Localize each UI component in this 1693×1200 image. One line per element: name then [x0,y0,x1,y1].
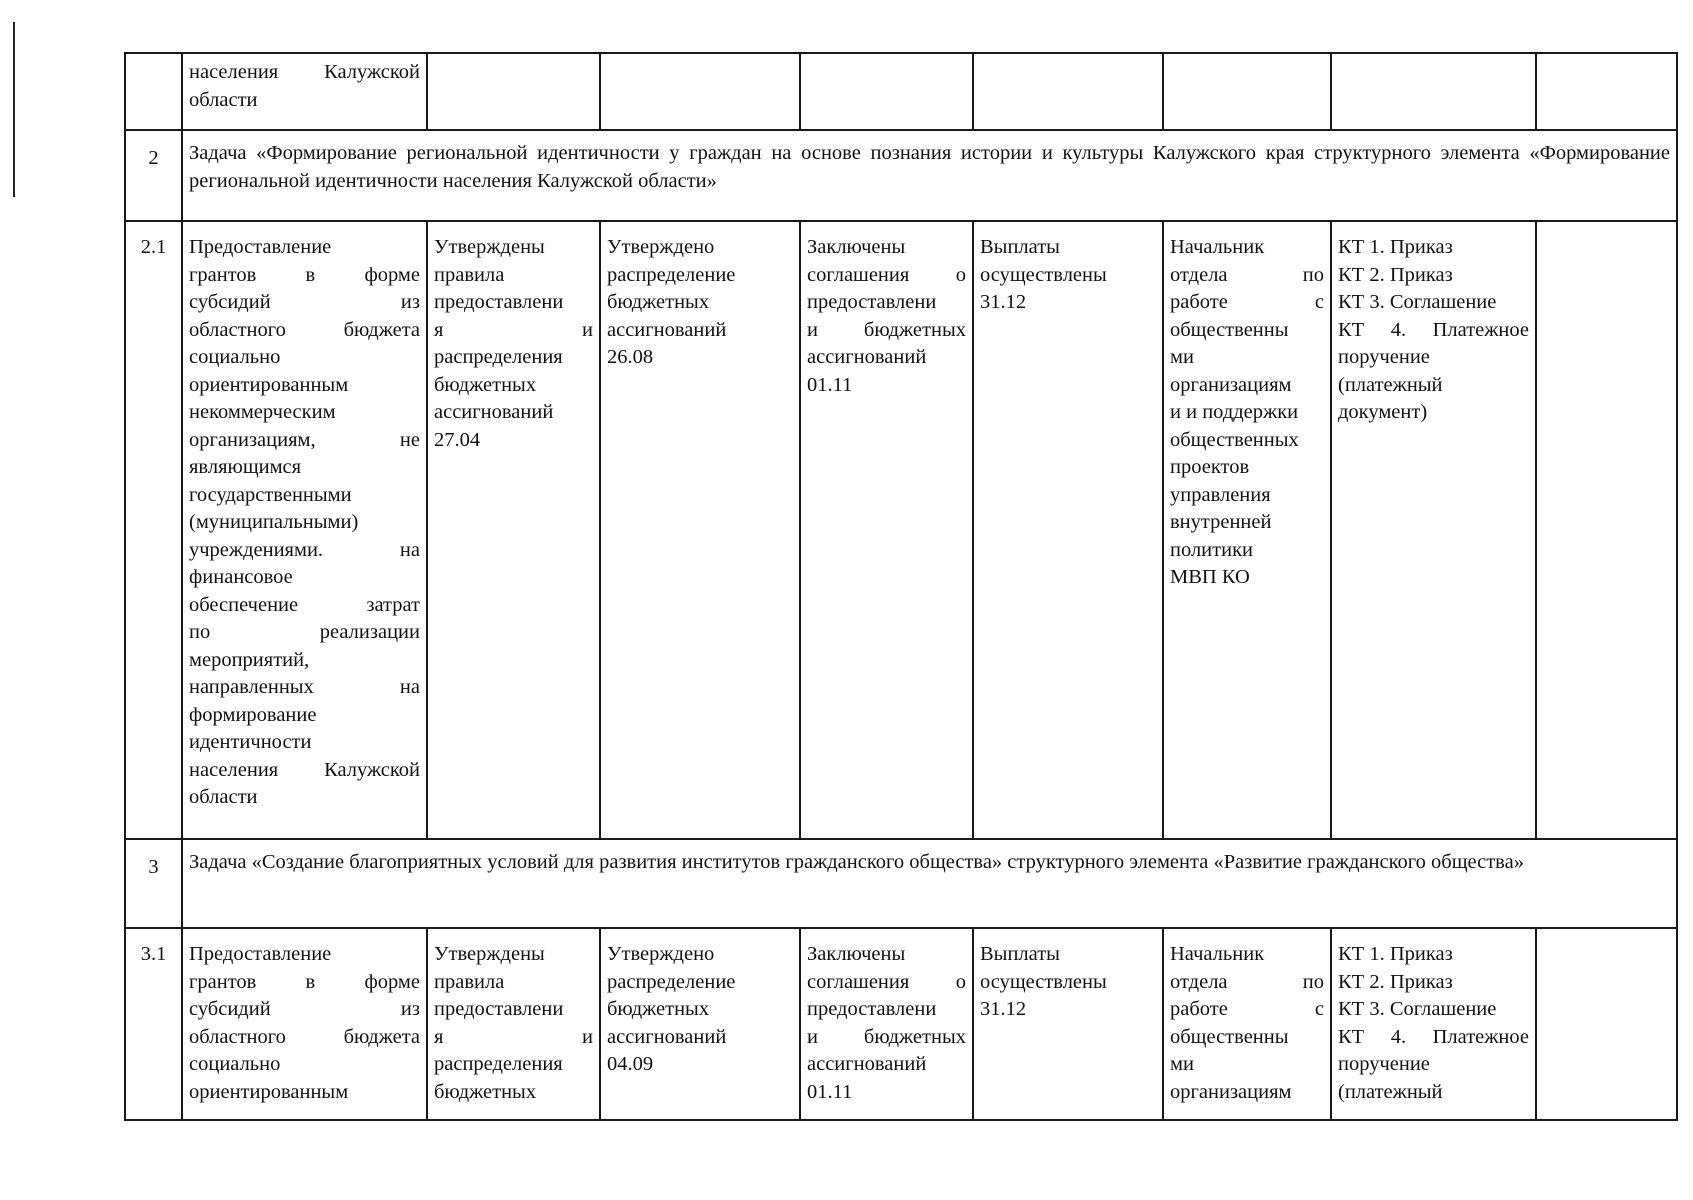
margin-line [13,22,15,197]
cell-line: организациям [1170,1080,1292,1103]
cell-line: и бюджетных [807,1025,966,1048]
table-row-task-2 [125,130,1677,221]
cell-line: распределения [434,1053,563,1075]
cell-line: правила [434,970,505,993]
cell-line: Выплаты [980,943,1060,965]
cell-note [1536,53,1677,130]
cell-documents [1331,221,1536,839]
cell-line: 01.11 [807,373,853,396]
cell-line: 31.12 [980,998,1027,1020]
cell-line: ориентированным [189,373,349,396]
cell-line: некоммерческим [189,401,336,423]
cell-line: формирование [189,703,317,726]
cell-line: распределение [607,970,736,993]
cell-line: финансовое [189,566,293,588]
cell-line: бюджетных [434,1080,537,1103]
cell-line: и бюджетных [807,318,966,341]
cell-line: ассигнований [607,318,727,341]
cell-line: соглашения о [807,970,966,993]
cell-line: Заключены [807,236,906,258]
cell-line: обеспечение затрат [189,593,420,616]
cell-description [182,221,427,839]
table-row-task-3 [125,839,1677,928]
cell-line: и и поддержки [1170,401,1299,423]
cell-line: ассигнований [807,1053,927,1075]
cell-kt3 [800,53,973,130]
cell-line: КТ 4. Платежное [1338,318,1529,341]
row-number: 2.1 [125,221,182,839]
cell-line: бюджетных [607,291,710,313]
cell-line: распределение [607,263,736,286]
cell-line: политики [1170,538,1254,561]
cell-line: распределения [434,346,563,368]
cell-line: субсидий из [189,291,420,313]
cell-line: субсидий из [189,998,420,1020]
cell-line: отдела по [1170,263,1324,286]
cell-kt4 [973,221,1163,839]
cell-line: предоставлени [807,998,937,1020]
cell-line: Утверждены [434,943,545,965]
cell-line: ассигнований [434,401,554,423]
plan-table [124,52,1678,1121]
cell-line: соглашения о [807,263,966,286]
cell-number [125,53,182,130]
cell-kt2 [600,53,800,130]
row-number: 3.1 [125,928,182,1120]
cell-line: идентичности [189,731,312,753]
cell-kt1 [427,928,600,1120]
table-row-continuation [125,53,1677,130]
cell-kt3 [800,928,973,1120]
cell-line: Заключены [807,943,906,965]
cell-line: Предоставление [189,943,332,965]
cell-kt2 [600,928,800,1120]
cell-kt4 [973,928,1163,1120]
cell-line: документ) [1338,401,1428,423]
cell-kt2 [600,221,800,839]
cell-line: общественны [1170,1025,1289,1048]
cell-line: я и [434,1025,593,1048]
cell-description: населения Калужской области [182,53,427,130]
cell-line: КТ 1. Приказ [1338,943,1453,965]
cell-line: внутренней [1170,511,1272,533]
cell-line: организациям [1170,373,1292,396]
cell-line: предоставлени [434,998,564,1020]
cell-documents [1331,53,1536,130]
cell-line: я и [434,318,593,341]
cell-line: направленных на [189,676,420,698]
cell-line: 27.04 [434,428,481,451]
cell-line: Предоставление [189,236,332,258]
cell-line: МВП КО [1170,566,1250,588]
cell-line: (платежный [1338,373,1443,396]
cell-line: по реализации [189,621,420,643]
cell-line: поручение [1338,346,1430,368]
cell-kt4 [973,53,1163,130]
cell-line: социально [189,346,281,368]
cell-line: правила [434,263,505,286]
cell-line: учреждениями. на [189,538,420,561]
cell-line: областного бюджета [189,1025,420,1048]
task-number: 2 [125,130,182,221]
cell-line: осуществлены [980,263,1107,286]
cell-line: КТ 1. Приказ [1338,236,1453,258]
cell-kt3 [800,221,973,839]
cell-line: грантов в форме [189,263,420,286]
cell-line: Утверждено [607,236,715,258]
cell-line: мероприятий, [189,648,310,671]
cell-line: поручение [1338,1053,1430,1075]
cell-kt1 [427,221,600,839]
cell-line: работе с [1170,998,1324,1020]
cell-line: проектов [1170,456,1250,478]
cell-line: социально [189,1053,281,1075]
cell-responsible [1163,53,1331,130]
cell-kt1 [427,53,600,130]
cell-line: общественны [1170,318,1289,341]
cell-line: (муниципальными) [189,511,359,533]
cell-note [1536,221,1677,839]
cell-line: Начальник [1170,236,1265,258]
cell-line: Утверждены [434,236,545,258]
cell-line: Выплаты [980,236,1060,258]
cell-line: отдела по [1170,970,1324,993]
cell-line: населения Калужской [189,758,420,781]
cell-line: общественных [1170,428,1299,451]
cell-line: 31.12 [980,291,1027,313]
cell-note [1536,928,1677,1120]
cell-line: КТ 3. Соглашение [1338,998,1497,1020]
cell-responsible [1163,221,1331,839]
cell-documents [1331,928,1536,1120]
cell-line: бюджетных [607,998,710,1020]
cell-line: (платежный [1338,1080,1443,1103]
cell-line: ми [1170,346,1194,368]
cell-line: грантов в форме [189,970,420,993]
cell-line: ориентированным [189,1080,349,1103]
cell-line: бюджетных [434,373,537,396]
cell-line: КТ 2. Приказ [1338,970,1453,993]
cell-line: 04.09 [607,1053,654,1075]
cell-line: работе с [1170,291,1324,313]
cell-line: предоставлени [807,291,937,313]
cell-line: организациям, не [189,428,420,451]
cell-responsible [1163,928,1331,1120]
cell-line: 26.08 [607,346,654,368]
cell-line: ассигнований [607,1025,727,1048]
task-number: 3 [125,839,182,928]
cell-line: осуществлены [980,970,1107,993]
cell-line: предоставлени [434,291,564,313]
cell-line: являющимся [189,456,302,478]
cell-line: ми [1170,1053,1194,1075]
cell-line: государственными [189,483,352,506]
cell-line: КТ 4. Платежное [1338,1025,1529,1048]
table-row-2-1 [125,221,1677,839]
table-row-3-1 [125,928,1677,1120]
cell-line: КТ 3. Соглашение [1338,291,1497,313]
cell-description [182,928,427,1120]
cell-line: областного бюджета [189,318,420,341]
cell-line: 01.11 [807,1080,853,1103]
task-text: Задача «Создание благоприятных условий для развития институтов гражданского общества» структурного элемента «Развитие гражданского общества» [182,839,1677,928]
task-text: Задача «Формирование региональной идентичности у граждан на основе познания истории и культуры Калужского края структурного элемента «Формирование региональной идентичности населения Калужской области» [182,130,1677,221]
cell-line: Начальник [1170,943,1265,965]
cell-line: управления [1170,483,1271,506]
cell-line: ассигнований [807,346,927,368]
cell-line: Утверждено [607,943,715,965]
cell-line: области [189,786,258,808]
cell-line: КТ 2. Приказ [1338,263,1453,286]
